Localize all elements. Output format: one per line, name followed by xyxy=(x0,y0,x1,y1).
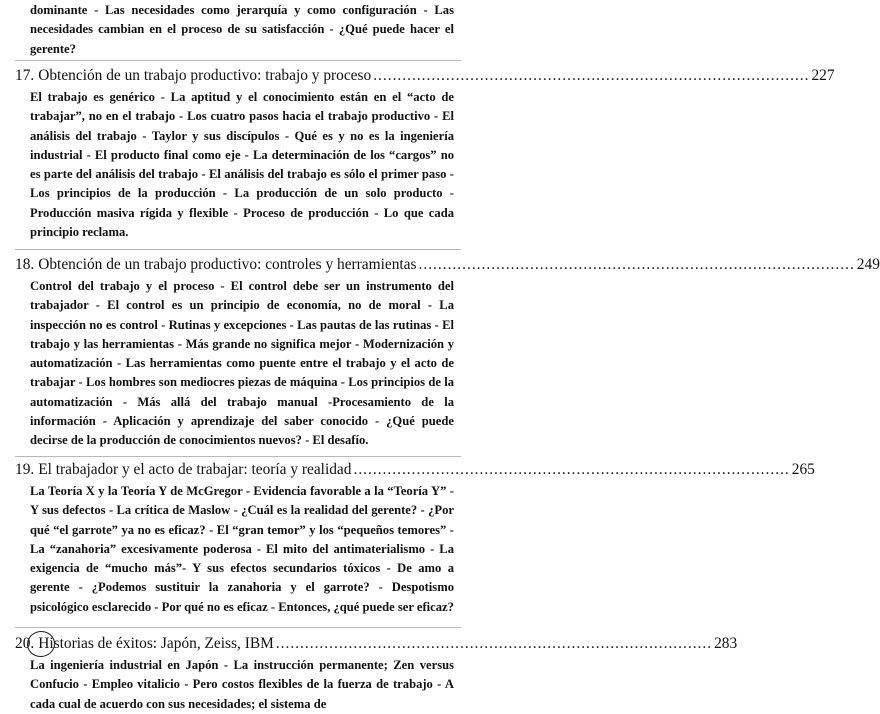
chapter-page-number: 265 xyxy=(791,461,815,478)
chapter-19-heading[interactable] xyxy=(15,460,815,480)
chapter-17-summary: El trabajo es genérico - La aptitud y el conocimiento están en el “acto de trabajar”, no en el trabajo - Los cuatro pasos hacia el trabajo productivo - El análisis del trabajo - Taylor y sus discípulos - Qué es y no es la ingeniería industrial - El producto final como eje - La determinación de los “cargos” no es parte del análisis del trabajo - El análisis del trabajo es sólo el primer paso - Los principios de la producción - La producción de un solo producto - Producción masiva rígida y flexible - Proceso de producción - Lo que cada principio reclama. xyxy=(30,90,454,240)
chapter-title: Obtención de un trabajo productivo: trabajo y proceso xyxy=(38,67,372,84)
chapter-page-number: 249 xyxy=(856,256,880,273)
dot-leader: .......................................................................................... xyxy=(418,256,855,273)
chapter-page-number: 283 xyxy=(714,635,738,652)
dot-leader: .......................................................................................... xyxy=(275,635,713,652)
chapter-number: 19. xyxy=(15,461,35,478)
chapter-page-number: 227 xyxy=(811,67,835,84)
divider xyxy=(15,249,461,250)
chapter-18-heading[interactable] xyxy=(15,255,880,275)
divider xyxy=(15,60,461,61)
chapter-20-heading[interactable] xyxy=(15,634,738,654)
intro-text: dominante - Las necesidades como jerarquía y como configuración - Las necesidades cambian en el proceso de su satisfacción - ¿Qué puede hacer el gerente? xyxy=(30,3,454,56)
chapter-19-summary: La Teoría X y la Teoría Y de McGregor - Evidencia favorable a la “Teoría Y” - Y sus defectos - La crítica de Maslow - ¿Cuál es la realidad del gerente? - ¿Por qué “el garrote” ya no es eficaz? - El “gran temor” y los “pequeños temores” - La “zanahoria” excesivamente poderosa - El mito del antimaterialismo - La exigencia de “mucho más”- Y sus efectos secundarios tóxicos - De amo a gerente - ¿Podemos sustituir la zanahoria y el garrote? - Despotismo psicológico esclarecido - Por qué no es eficaz - Entonces, ¿qué puede ser eficaz? xyxy=(30,484,454,614)
chapter-17-heading[interactable] xyxy=(15,66,835,86)
chapter-number: 18. xyxy=(15,256,35,273)
dot-leader: .......................................................................................... xyxy=(373,67,810,84)
chapter-number: 17. xyxy=(15,67,35,84)
chapter-18-summary: Control del trabajo y el proceso - El control debe ser un instrumento del trabajador - El control es un principio de economía, no de moral - La inspección no es control - Rutinas y excepciones - Las pautas de las rutinas - El trabajo y las herramientas - Más grande no significa mejor - Modernización y automatización - Las herramientas como puente entre el trabajo y el acto de trabajar - Los hombres son mediocres piezas de máquina - Los principios de la automatización - Más allá del trabajo manual -Procesamiento de la información - Aplicación y aprendizaje del saber conocido - ¿Qué puede decirse de la producción de conocimientos nuevos? - El desafío. xyxy=(30,279,454,448)
chapter-title: El trabajador y el acto de trabajar: teoría y realidad xyxy=(38,461,352,478)
chapter-20-summary: La ingeniería industrial en Japón - La instrucción permanente; Zen versus Confucio - Empleo vitalicio - Pero costos flexibles de la fuerza de trabajo - A cada cual de acuerdo con sus necesidades; el sistema de xyxy=(30,658,454,711)
dot-leader: .......................................................................................... xyxy=(353,461,790,478)
chapter-number: 20. xyxy=(15,634,34,654)
chapter-title: Historias de éxitos: Japón, Zeiss, IBM xyxy=(38,635,274,652)
divider xyxy=(15,456,461,457)
divider xyxy=(15,627,461,628)
chapter-title: Obtención de un trabajo productivo: controles y herramientas xyxy=(38,256,417,273)
